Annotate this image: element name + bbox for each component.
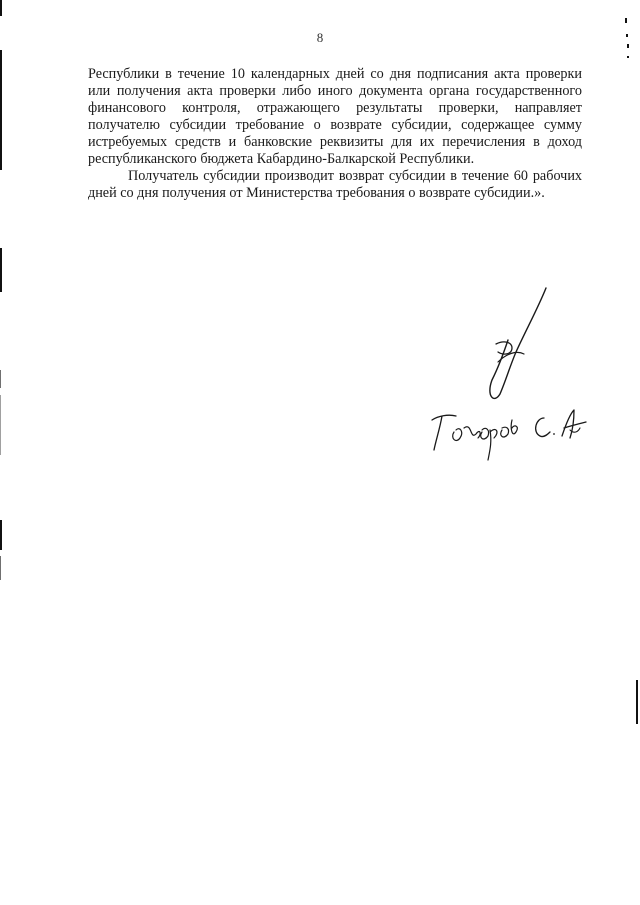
handwritten-name bbox=[481, 428, 489, 439]
scan-edge-mark bbox=[0, 248, 2, 292]
scan-edge-mark bbox=[0, 370, 1, 388]
paragraph-continuation: Республики в течение 10 календарных дней со дня подписания акта проверки или получения акта проверки либо иного документа органа государственного финансового контроля, отражающего результаты проверки, направляет получателю субсидии требование о возврате субсидии, содержащее сумму истребуемых средств и банковские реквизиты для их перечисления в доход республиканского бюджета Кабардино-Балкарской Республики. bbox=[88, 66, 582, 167]
scan-edge-mark bbox=[0, 0, 2, 16]
handwritten-name bbox=[536, 418, 550, 437]
handwritten-name bbox=[432, 415, 456, 450]
handwritten-name bbox=[453, 429, 462, 441]
handwritten-name bbox=[511, 420, 517, 434]
scan-edge-mark bbox=[0, 395, 1, 455]
scan-edge-mark bbox=[636, 680, 638, 724]
scan-edge-mark bbox=[0, 520, 2, 550]
handwritten-name bbox=[553, 433, 555, 435]
paragraph-refund-term: Получатель субсидии производит возврат субсидии в течение 60 рабочих дней со дня получения от Министерства требования о возврате субсидии.». bbox=[88, 168, 582, 201]
handwritten-name bbox=[501, 427, 509, 437]
scan-edge-mark bbox=[627, 56, 629, 58]
page-number: 8 bbox=[316, 30, 324, 45]
scan-edge-mark bbox=[0, 50, 2, 170]
document-body bbox=[88, 66, 582, 202]
handwritten-name bbox=[488, 430, 497, 460]
scan-edge-mark bbox=[625, 18, 627, 23]
handwritten-name bbox=[464, 427, 480, 438]
handwritten-signature bbox=[420, 282, 590, 482]
scan-edge-mark bbox=[0, 556, 1, 580]
handwritten-name bbox=[562, 410, 586, 438]
